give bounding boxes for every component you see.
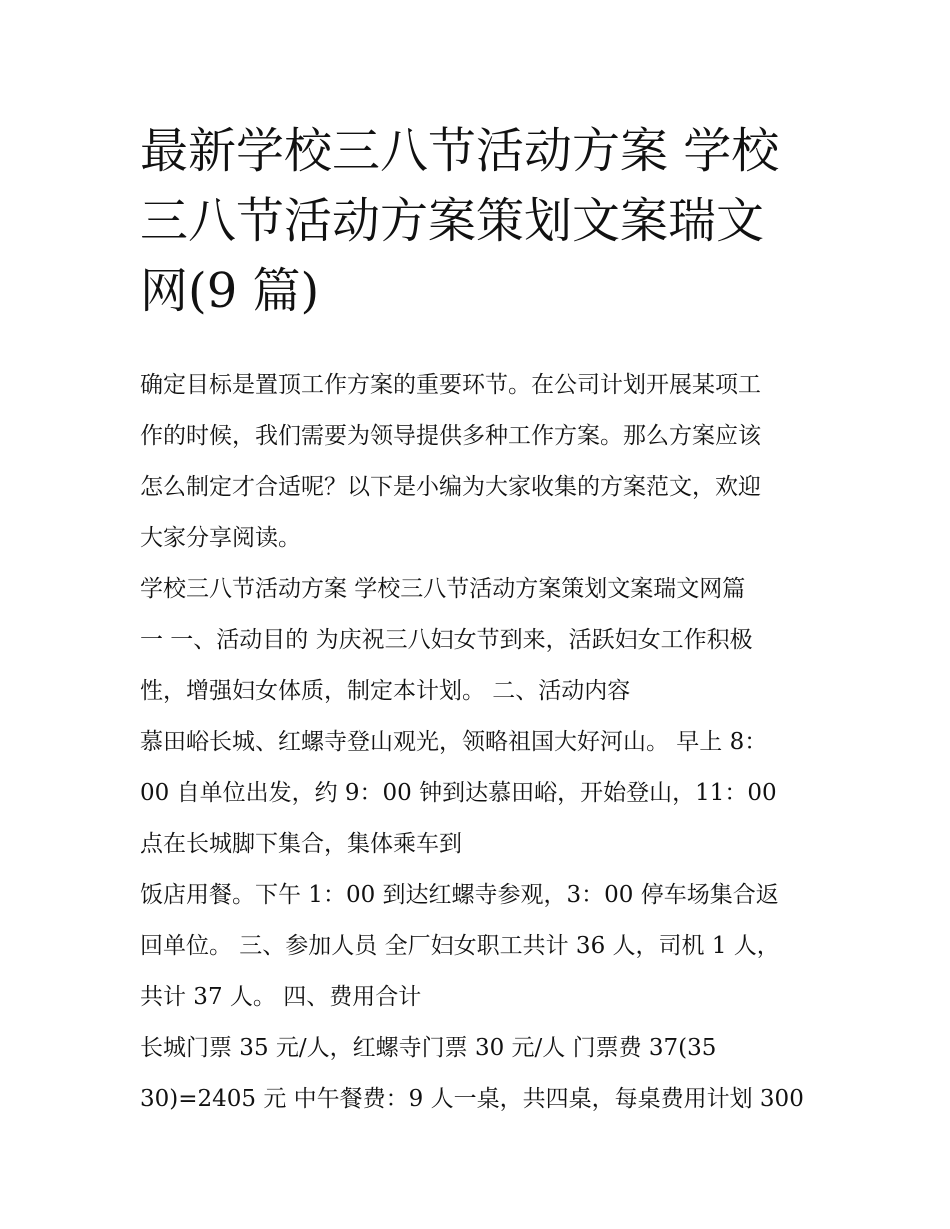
body-line-12: 回单位。 三、参加人员 全厂妇女职工共计 36 人，司机 1 人， <box>140 933 780 959</box>
title-line-2: 三八节活动方案策划文案瑞文 <box>140 193 765 249</box>
body-line-7: 性，增强妇女体质，制定本计划。 二、活动内容 <box>140 678 631 704</box>
body-line-9: 00 自单位出发，约 9：00 钟到达慕田峪，开始登山，11：00 <box>140 780 777 806</box>
body-line-5: 学校三八节活动方案 学校三八节活动方案策划文案瑞文网篇 <box>140 576 746 602</box>
body-line-10: 点在长城脚下集合，集体乘车到 <box>140 831 462 857</box>
body-line-11: 饭店用餐。下午 1：00 到达红螺寺参观，3：00 停车场集合返 <box>140 882 779 908</box>
document-title <box>140 116 820 326</box>
body-line-13: 共计 37 人。 四、费用合计 <box>140 984 422 1010</box>
body-line-15: 30)=2405 元 中午餐费：9 人一桌，共四桌，每桌费用计划 300 <box>140 1086 804 1112</box>
body-line-6: 一 一、活动目的 为庆祝三八妇女节到来，活跃妇女工作积极 <box>140 627 753 653</box>
body-line-4: 大家分享阅读。 <box>140 525 301 551</box>
body-line-8: 慕田峪长城、红螺寺登山观光，领略祖国大好河山。 早上 8： <box>140 729 768 755</box>
title-line-1: 最新学校三八节活动方案 学校 <box>140 123 780 179</box>
body-line-2: 作的时候，我们需要为领导提供多种工作方案。那么方案应该 <box>140 423 761 449</box>
body-line-3: 怎么制定才合适呢？以下是小编为大家收集的方案范文，欢迎 <box>140 474 761 500</box>
body-line-1: 确定目标是置顶工作方案的重要环节。在公司计划开展某项工 <box>140 372 761 398</box>
body-line-14: 长城门票 35 元/人，红螺寺门票 30 元/人 门票费 37(35 <box>140 1035 717 1061</box>
title-line-3: 网(9 篇) <box>140 263 320 319</box>
document-body <box>140 360 830 1125</box>
